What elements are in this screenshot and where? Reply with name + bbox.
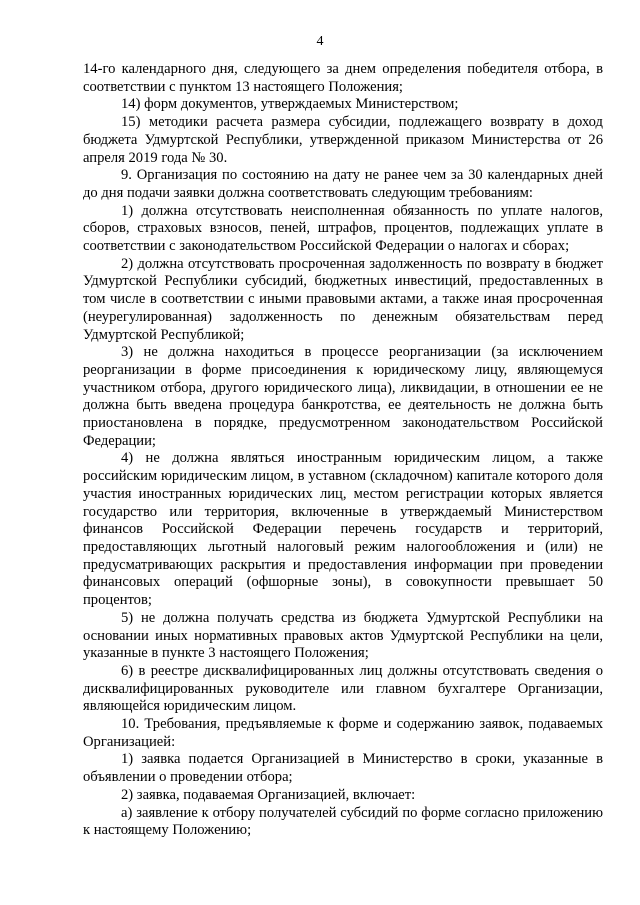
paragraph-requirement-2: 2) должна отсутствовать просроченная задолженность по возврату в бюджет Удмуртской Республики субсидий, бюджетных инвестиций, предоставленных в том числе в соответствии с иными правовыми актами, а также иная просроченная (неурегулированная) задолженность по денежным обязательствам перед Удмуртской Республикой;: [83, 255, 603, 343]
paragraph-application-2: 2) заявка, подаваемая Организацией, включает:: [121, 786, 416, 803]
paragraph-continuation: 14-го календарного дня, следующего за днем определения победителя отбора, в соответствии с пунктом 13 настоящего Положения;: [83, 61, 603, 95]
paragraph-requirement-1: 1) должна отсутствовать неисполненная обязанность по уплате налогов, сборов, страховых взносов, пеней, штрафов, процентов, подлежащих уплате в соответствии с законодательством Российской Федерации о налогах и сборах;: [83, 202, 603, 255]
paragraph-application-1: 1) заявка подается Организацией в Министерство в сроки, указанные в объявлении о проведении отбора;: [83, 751, 603, 786]
paragraph-clause-9: 9. Организация по состоянию на дату не ранее чем за 30 календарных дней до дня подачи заявки должна соответствовать следующим требованиям:: [83, 167, 603, 201]
page-number: 4: [316, 34, 324, 49]
paragraph-clause-10: 10. Требования, предъявляемые к форме и содержанию заявок, подаваемых Организацией:: [83, 716, 603, 750]
paragraph-requirement-3: 3) не должна находиться в процессе реорганизации (за исключением реорганизации в форме присоединения к юридическому лицу, являющемуся участником отбора, другого юридического лица), ликвидации, в отношении ее не должна быть введена процедура банкротства, ее деятельность не должна быть приостановлена в порядке, предусмотренном законодательством Российской Федерации;: [83, 344, 603, 449]
paragraph-item-14: 14) форм документов, утверждаемых Министерством;: [121, 96, 459, 113]
paragraph-requirement-4: 4) не должна являться иностранным юридическим лицом, а также российским юридическим лицом, в уставном (складочном) капитале которого доля участия иностранных юридических лиц, местом регистрации которых является государство или территория, включенные в утверждаемый Министерством финансов Российской Федерации перечень государств и территорий, предоставляющих льготный налоговый режим налогообложения и (или) не предусматривающих раскрытия и предоставления информации при проведении финансовых операций (офшорные зоны), в совокупности превышает 50 процентов;: [83, 450, 603, 609]
paragraph-requirement-5: 5) не должна получать средства из бюджета Удмуртской Республики на основании иных нормативных правовых актов Удмуртской Республики на цели, указанные в пункте 3 настоящего Положения;: [83, 609, 603, 662]
paragraph-application-2a: а) заявление к отбору получателей субсидий по форме согласно приложению к настоящему Положению;: [83, 804, 603, 839]
paragraph-requirement-6: 6) в реестре дисквалифицированных лиц должны отсутствовать сведения о дисквалифицированных руководителе или главном бухгалтере Организации, являющейся юридическим лицом.: [83, 662, 603, 715]
document-body: [83, 61, 603, 840]
paragraph-item-15: 15) методики расчета размера субсидии, подлежащего возврату в доход бюджета Удмуртской Республики, утвержденной приказом Министерства от 26 апреля 2019 года № 30.: [83, 114, 603, 166]
